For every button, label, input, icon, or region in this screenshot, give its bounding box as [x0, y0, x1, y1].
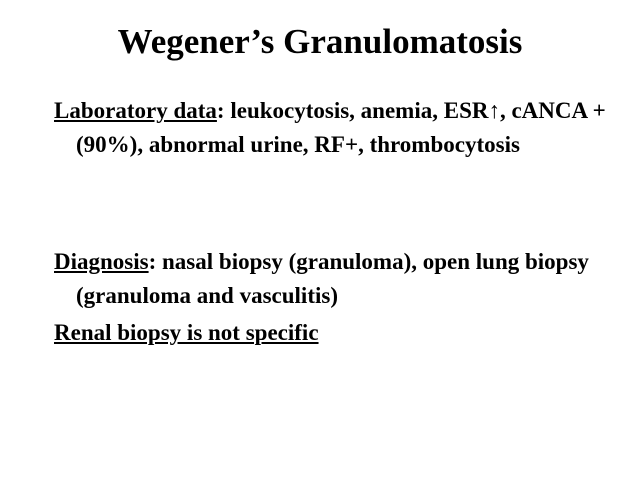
renal-biopsy-text: Renal biopsy is not specific [54, 320, 319, 345]
laboratory-data-colon: : [216, 98, 225, 123]
renal-biopsy-paragraph [54, 316, 640, 350]
diagnosis-label: Diagnosis [54, 249, 149, 274]
slide-title: Wegener’s Granulomatosis [117, 22, 523, 61]
diagnosis-text: nasal biopsy (granuloma), open lung biopsy (granuloma and vasculitis) [76, 249, 589, 308]
laboratory-data-label: Laboratory data [54, 98, 217, 123]
diagnosis-colon: : [148, 249, 157, 274]
laboratory-data-paragraph [54, 94, 640, 162]
diagnosis-paragraph [54, 245, 640, 313]
laboratory-data-text: leukocytosis, anemia, ESR↑, cANCA + (90%), abnormal urine, RF+, thrombocytosis [76, 98, 606, 157]
